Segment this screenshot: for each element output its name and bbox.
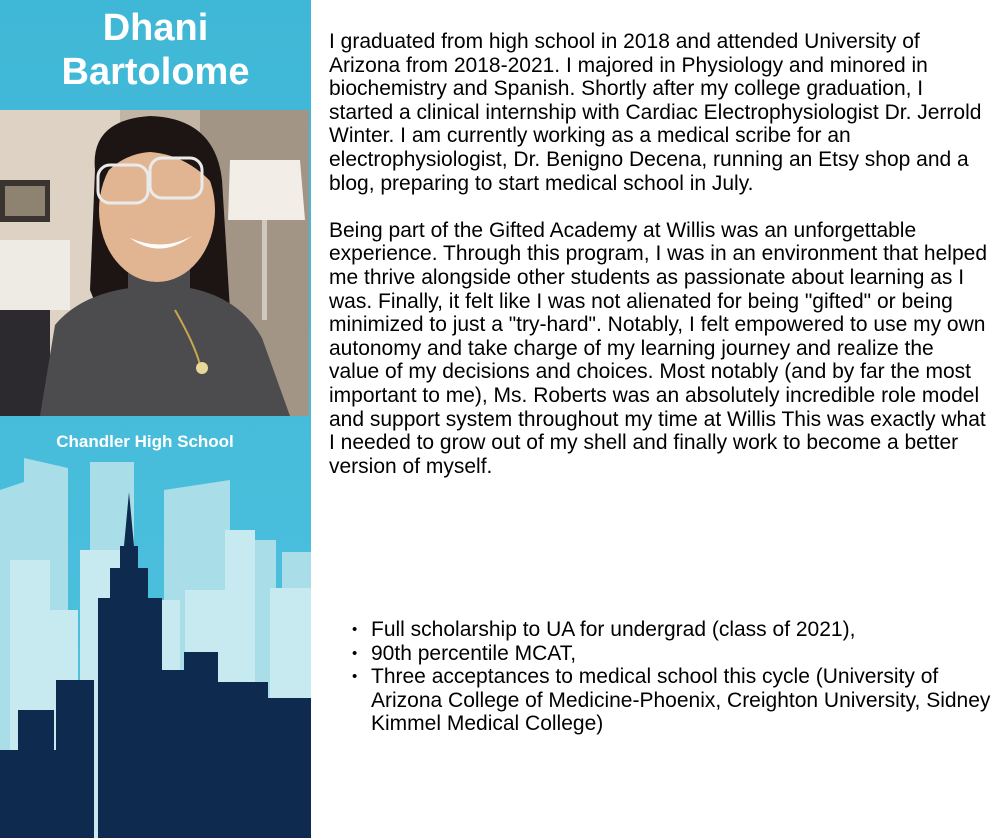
bio-text — [329, 30, 989, 478]
achievements-list — [352, 618, 992, 736]
list-item: • Three acceptances to medical school this cycle (University of Arizona College of Medicine-Phoenix, Creighton University, Sidney Kimmel Medical College) — [352, 665, 992, 736]
bio-paragraph-gifted-academy: Being part of the Gifted Academy at Willis was an unforgettable experience. Through this program, I was in an environment that helped me thrive alongside other students as passionate about learning as I was. Finally, it felt like I was not alienated for being "gifted" or being minimized to just a "try-hard". Notably, I felt empowered to use my own autonomy and take charge of my learning journey and realize the value of my decisions and choices. Most notably (and by far the most important to me), Ms. Roberts was an absolutely incredible role model and support system throughout my time at Willis This was exactly what I needed to grow out of my shell and finally work to become a better version of myself. — [329, 218, 987, 478]
list-item: • 90th percentile MCAT, — [352, 642, 992, 666]
last-name: Bartolome — [61, 51, 250, 93]
profile-sidebar — [0, 0, 311, 838]
first-name: Dhani — [102, 7, 209, 49]
portrait-illustration — [0, 110, 309, 416]
list-item: • Full scholarship to UA for undergrad (class of 2021), — [352, 618, 992, 642]
bio-paragraph-education: I graduated from high school in 2018 and attended University of Arizona from 2018-2021. I majored in Physiology and minored in biochemistry and Spanish. Shortly after my college graduation, I started a clinical internship with Cardiac Electrophysiologist Dr. Jerrold Winter. I am currently working as a medical scribe for an electrophysiologist, Dr. Benigno Decena, running an Etsy shop and a blog, preparing to start medical school in July. — [329, 30, 982, 195]
school-name: Chandler High School — [56, 432, 234, 451]
city-skyline-illustration — [0, 450, 311, 838]
student-name — [0, 6, 311, 94]
student-photo — [0, 110, 309, 416]
